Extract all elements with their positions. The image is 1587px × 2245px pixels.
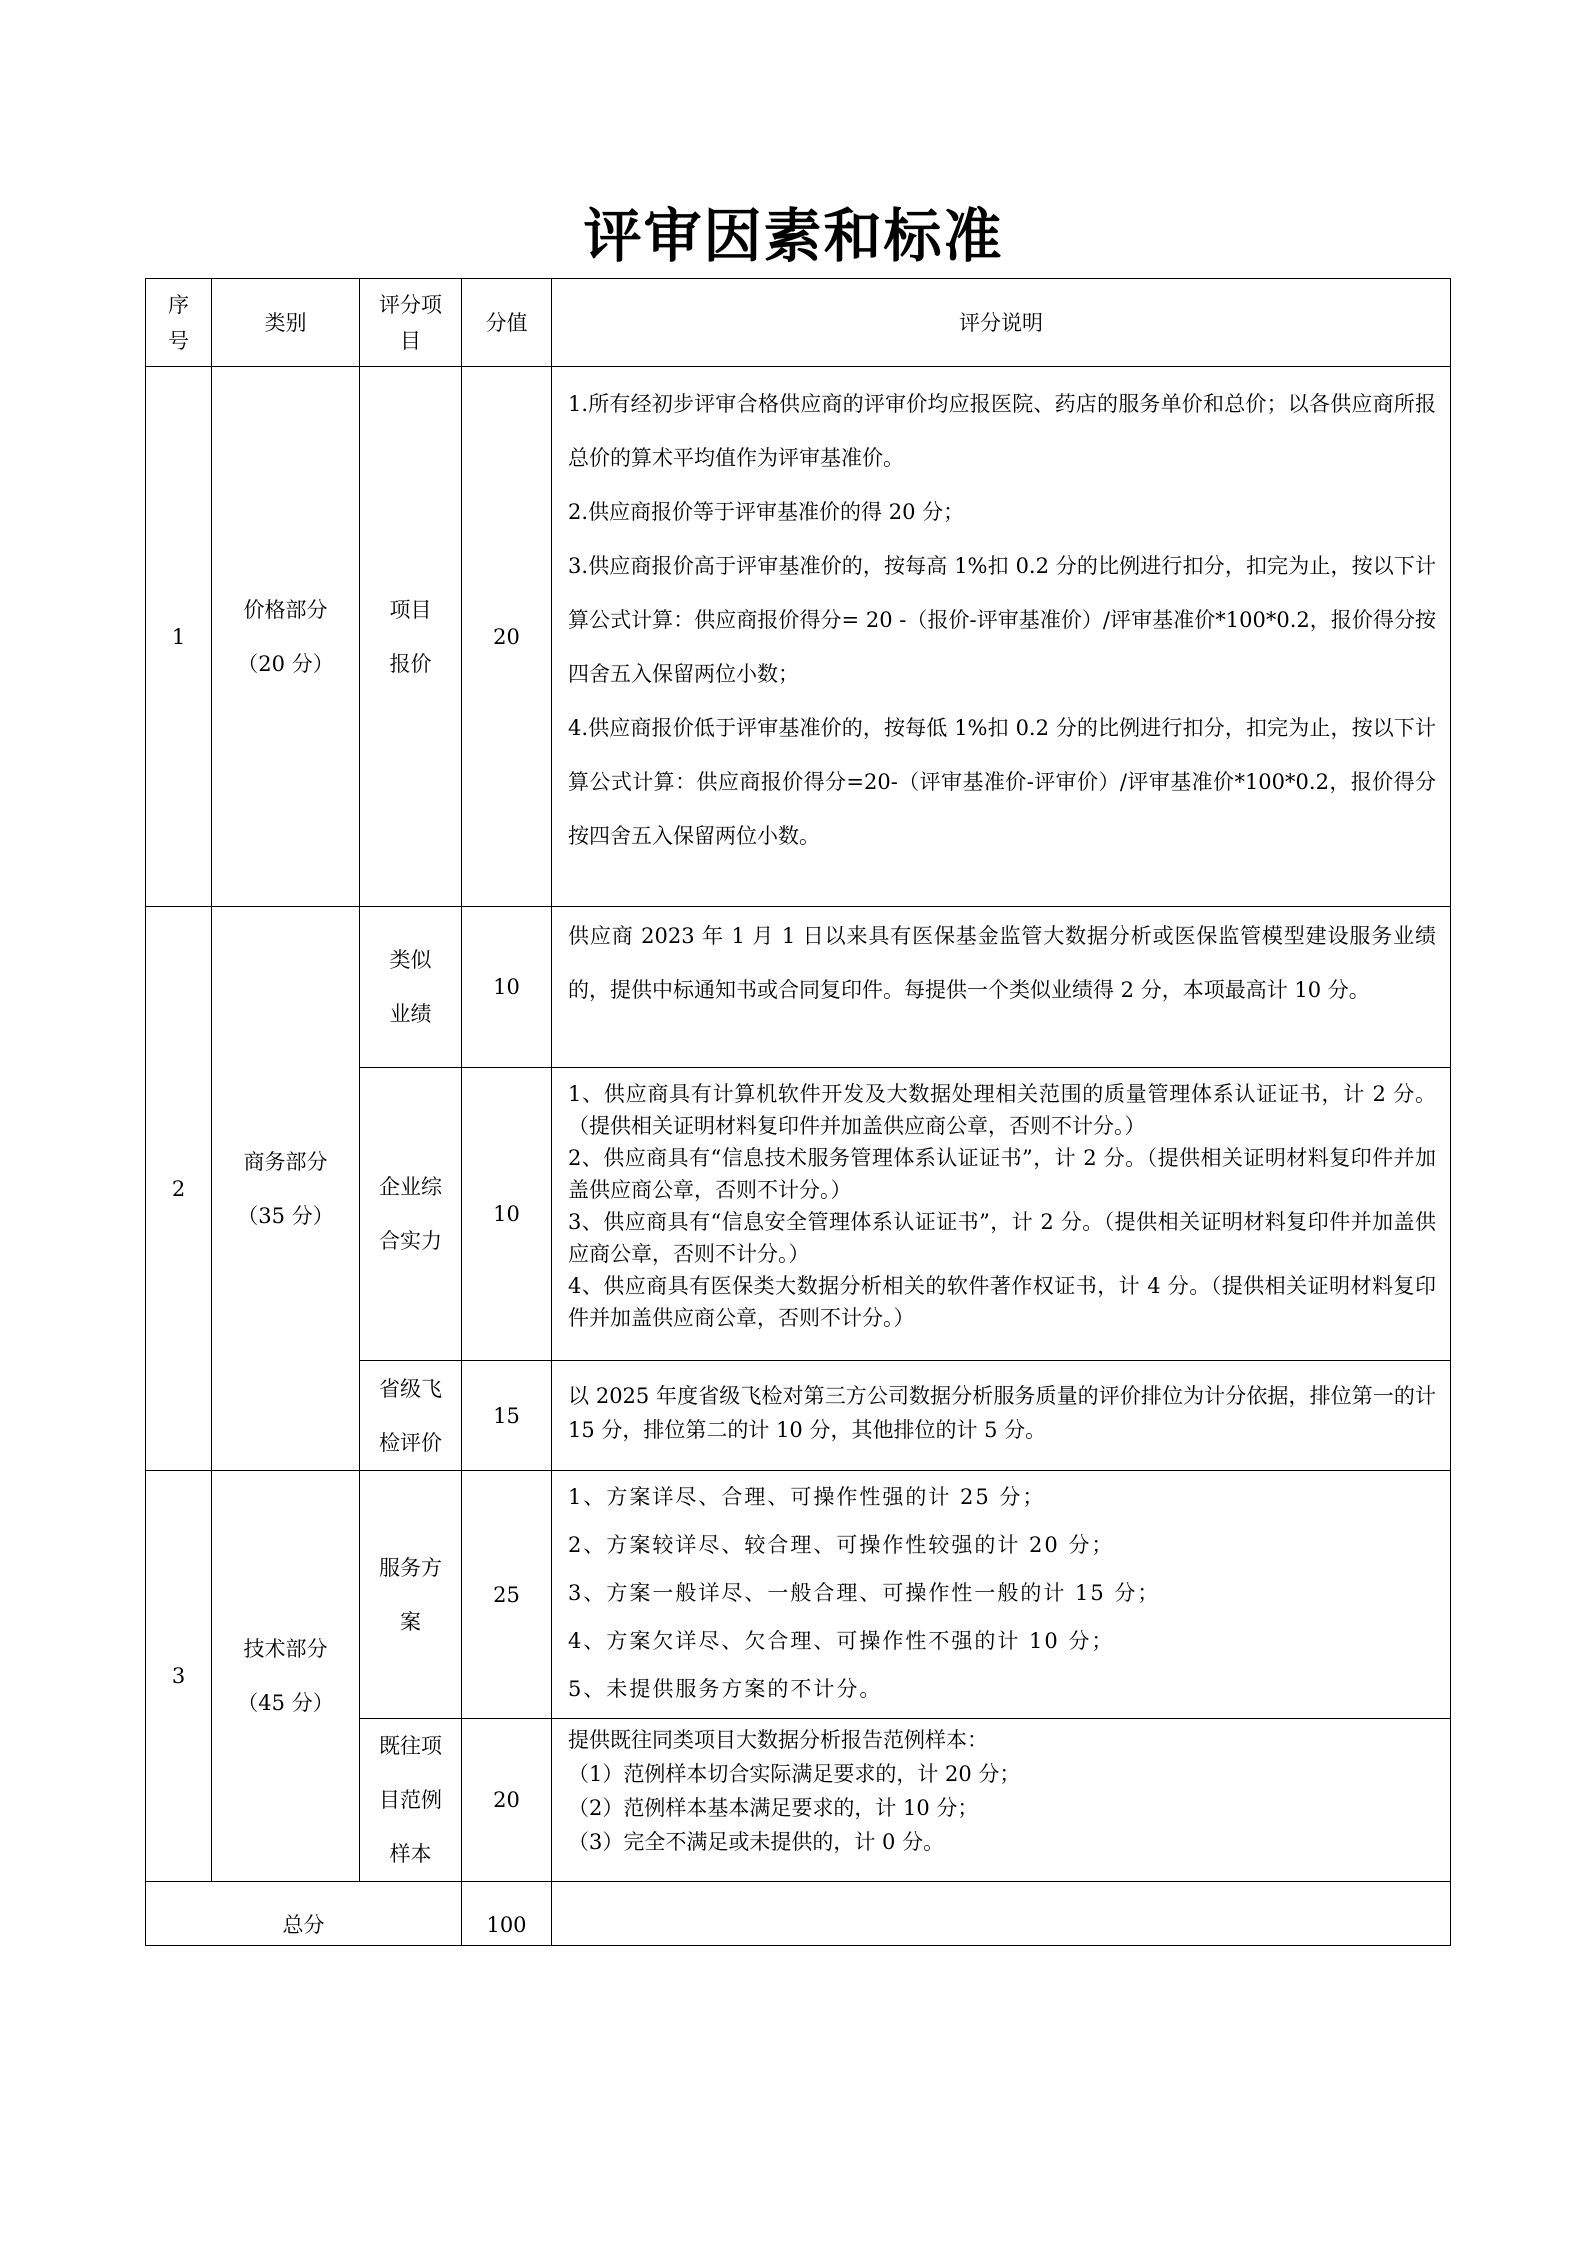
- description-line: （2）范例样本基本满足要求的，计 10 分；: [568, 1796, 979, 1820]
- item-name: [360, 1361, 462, 1471]
- category-line: （20 分）: [237, 651, 334, 676]
- header-category: 类别: [212, 279, 360, 367]
- item-name-line: 案: [400, 1609, 421, 1634]
- header-score: 分值: [462, 279, 552, 367]
- item-description: [552, 1361, 1451, 1471]
- section-seq: 2: [146, 907, 212, 1471]
- item-description: [552, 1471, 1451, 1719]
- page-title: 评审因素和标准: [583, 202, 1004, 270]
- header-description: 评分说明: [552, 279, 1451, 367]
- total-score: 100: [462, 1882, 552, 1946]
- header-row: [146, 279, 1451, 367]
- item-name: [360, 1068, 462, 1361]
- item-name-line: 省级飞: [379, 1376, 442, 1401]
- header-item-line: 目: [400, 328, 421, 353]
- description-line: 供应商 2023 年 1 月 1 日以来具有医保基金监管大数据分析或医保监管模型建设服务业绩的，提供中标通知书或合同复印件。每提供一个类似业绩得 2 分，本项最高计 10 分。: [568, 924, 1436, 1002]
- item-name: [360, 907, 462, 1068]
- item-name-line: 业绩: [389, 1002, 432, 1026]
- item-name: [360, 367, 462, 907]
- description-line: 1.所有经初步评审合格供应商的评审价均应报医院、药店的服务单价和总价；以各供应商所报总价的算术平均值作为评审基准价。: [568, 392, 1436, 470]
- description-line: 3.供应商报价高于评审基准价的，按每高 1%扣 0.2 分的比例进行扣分，扣完为止，按以下计算公式计算：供应商报价得分= 20 -（报价-评审基准价）/评审基准价*100*0.2，报价得分按四舍五入保留两位小数；: [568, 554, 1436, 686]
- item-name: [360, 1719, 462, 1882]
- description-line: 1、方案详尽、合理、可操作性强的计 25 分；: [568, 1485, 1046, 1509]
- header-item: [360, 279, 462, 367]
- description-line: 2.供应商报价等于评审基准价的得 20 分；: [568, 500, 965, 524]
- item-score: 20: [462, 1719, 552, 1882]
- section-seq: 3: [146, 1471, 212, 1882]
- item-score: 15: [462, 1361, 552, 1471]
- category-line: 价格部分: [243, 597, 328, 622]
- item-name-line: 既往项: [379, 1734, 442, 1758]
- item-name-line: 企业综: [379, 1175, 442, 1199]
- header-seq: [146, 279, 212, 367]
- table-row: [146, 1471, 1451, 1719]
- header-seq-line: 序: [168, 292, 189, 317]
- description-line: 4.供应商报价低于评审基准价的，按每低 1%扣 0.2 分的比例进行扣分，扣完为止，按以下计算公式计算：供应商报价得分=20-（评审基准价-评审价）/评审基准价*100*0.2，报价得分按四舍五入保留两位小数。: [568, 716, 1436, 848]
- description-line: 3、供应商具有“信息安全管理体系认证证书”，计 2 分。（提供相关证明材料复印件并加盖供应商公章，否则不计分。）: [568, 1210, 1436, 1266]
- item-name: [360, 1471, 462, 1719]
- item-name-line: 样本: [389, 1842, 432, 1866]
- item-score: 10: [462, 907, 552, 1068]
- total-label: 总分: [146, 1882, 462, 1946]
- description-line: 提供既往同类项目大数据分析报告范例样本：: [568, 1728, 988, 1752]
- category-line: 技术部分: [243, 1637, 328, 1661]
- header-item-line: 评分项: [379, 292, 442, 317]
- item-score: 25: [462, 1471, 552, 1719]
- description-line: 5、未提供服务方案的不计分。: [568, 1677, 883, 1701]
- item-name-line: 项目: [389, 597, 432, 622]
- table-row: [146, 367, 1451, 907]
- section-category: [212, 907, 360, 1471]
- item-name-line: 目范例: [379, 1788, 442, 1812]
- total-row: [146, 1882, 1451, 1946]
- item-name-line: 类似: [389, 948, 432, 972]
- item-name-line: 检评价: [379, 1430, 442, 1455]
- section-category: [212, 367, 360, 907]
- table-row: [146, 907, 1451, 1068]
- section-category: [212, 1471, 360, 1882]
- criteria-table: [145, 278, 1451, 1946]
- section-seq: 1: [146, 367, 212, 907]
- description-line: 4、供应商具有医保类大数据分析相关的软件著作权证书，计 4 分。（提供相关证明材料复印件并加盖供应商公章，否则不计分。）: [568, 1274, 1436, 1330]
- description-line: （3）完全不满足或未提供的，计 0 分。: [568, 1830, 945, 1854]
- category-line: （35 分）: [237, 1203, 334, 1228]
- item-description: [552, 1068, 1451, 1361]
- item-description: [552, 367, 1451, 907]
- total-description: [552, 1882, 1451, 1946]
- item-name-line: 报价: [389, 651, 432, 676]
- item-description: [552, 1719, 1451, 1882]
- description-line: 3、方案一般详尽、一般合理、可操作性一般的计 15 分；: [568, 1581, 1161, 1605]
- category-line: （45 分）: [237, 1691, 334, 1715]
- description-line: 4、方案欠详尽、欠合理、可操作性不强的计 10 分；: [568, 1629, 1115, 1653]
- item-score: 20: [462, 367, 552, 907]
- item-name-line: 合实力: [379, 1229, 442, 1253]
- description-line: 以 2025 年度省级飞检对第三方公司数据分析服务质量的评价排位为计分依据，排位第一的计 15 分，排位第二的计 10 分，其他排位的计 5 分。: [568, 1384, 1436, 1442]
- category-line: 商务部分: [243, 1149, 328, 1174]
- item-description: [552, 907, 1451, 1068]
- description-line: （1）范例样本切合实际满足要求的，计 20 分；: [568, 1762, 1021, 1786]
- description-line: 1、供应商具有计算机软件开发及大数据处理相关范围的质量管理体系认证证书，计 2 分。（提供相关证明材料复印件并加盖供应商公章，否则不计分。）: [568, 1082, 1436, 1138]
- item-name-line: 服务方: [379, 1555, 442, 1580]
- item-score: 10: [462, 1068, 552, 1361]
- description-line: 2、供应商具有“信息技术服务管理体系认证证书”，计 2 分。（提供相关证明材料复印件并加盖供应商公章，否则不计分。）: [568, 1146, 1436, 1202]
- header-seq-line: 号: [168, 328, 189, 353]
- description-line: 2、方案较详尽、较合理、可操作性较强的计 20 分；: [568, 1533, 1115, 1557]
